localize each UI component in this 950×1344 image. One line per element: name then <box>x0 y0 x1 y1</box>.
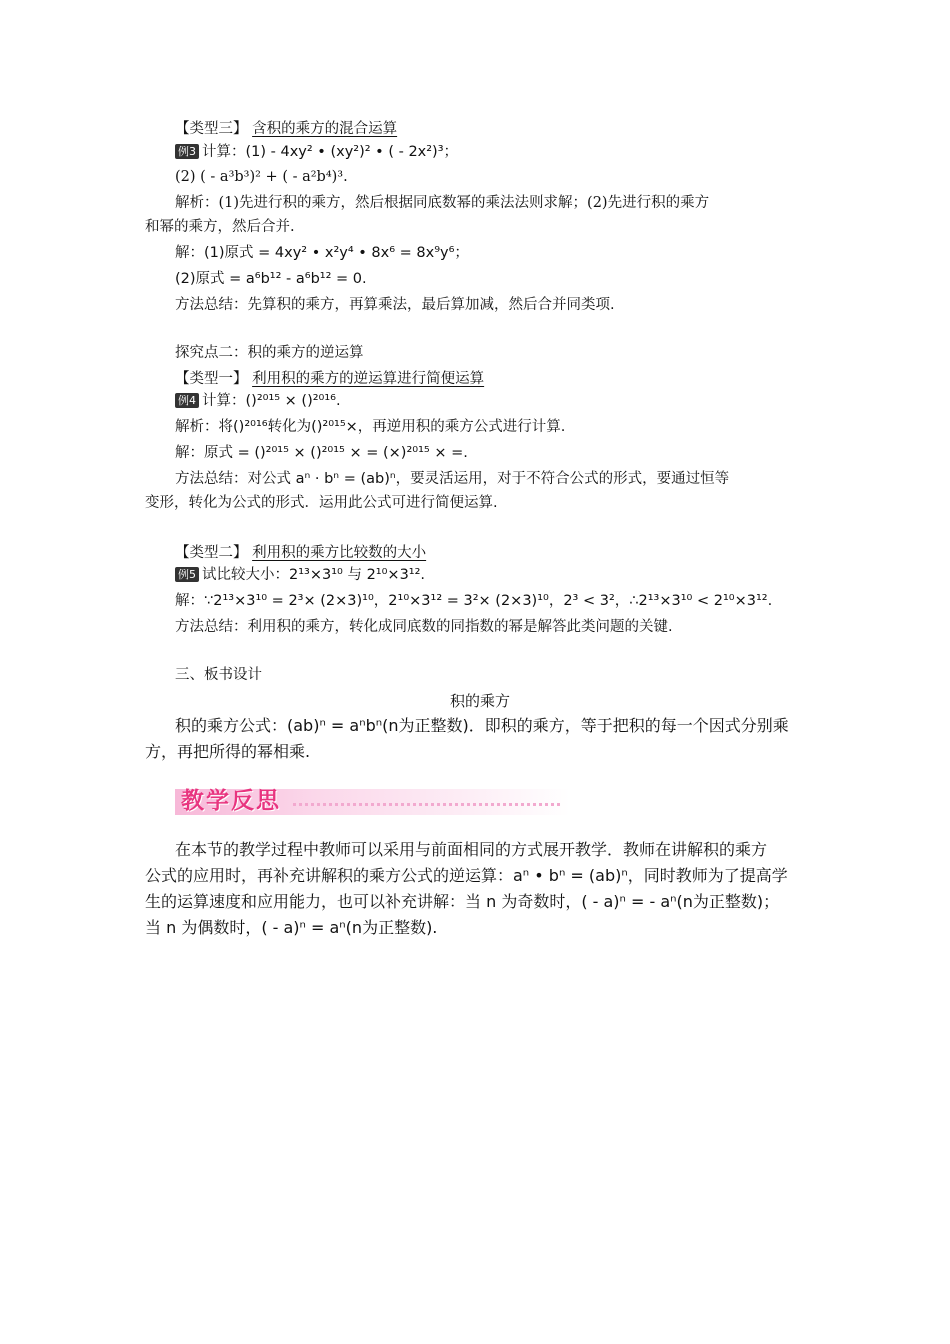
example4-text: 计算：()²⁰¹⁵ × ()²⁰¹⁶. <box>202 393 341 409</box>
type3-heading <box>175 118 845 140</box>
reflection-banner-title: 教学反思 <box>181 788 281 814</box>
type1-heading <box>175 368 845 390</box>
type3-title: 含积的乘方的混合运算 <box>252 121 398 137</box>
type2-summary: 方法总结：利用积的乘方，转化成同底数的同指数的幂是解答此类问题的关键. <box>175 619 673 635</box>
type1-solution: 解：原式 = ()²⁰¹⁵ × ()²⁰¹⁵ × = (×)²⁰¹⁵ × =. <box>175 445 468 461</box>
type3-analysis-line1: 解析：(1)先进行积的乘方，然后根据同底数幂的乘法法则求解；(2)先进行积的乘方 <box>175 195 710 211</box>
type1-analysis: 解析：将()²⁰¹⁶转化为()²⁰¹⁵×，再逆用积的乘方公式进行计算. <box>175 419 566 435</box>
example5-line <box>175 564 845 586</box>
example4-badge: 例4 <box>175 393 199 408</box>
type3-solution2: (2)原式 = a⁶b¹² - a⁶b¹² = 0. <box>175 271 367 287</box>
reflection-line2: 公式的应用时，再补充讲解积的乘方公式的逆运算：aⁿ • bⁿ = (ab)ⁿ，同时教师为了提高学 <box>145 866 788 885</box>
type3-solution1: 解：(1)原式 = 4xy² • x²y⁴ • 8x⁶ = 8x⁹y⁶； <box>175 245 469 261</box>
type2-solution: 解：∵2¹³×3¹⁰ = 2³× (2×3)¹⁰，2¹⁰×3¹² = 3²× (2×3)¹⁰，2³ < 3²，∴2¹³×3¹⁰ < 2¹⁰×3¹². <box>175 593 773 609</box>
board-text-line1: 积的乘方公式：(ab)ⁿ = aⁿbⁿ(n为正整数)．即积的乘方，等于把积的每一个因式分别乘 <box>175 716 789 735</box>
example5-badge: 例5 <box>175 567 199 582</box>
example4-line <box>175 390 845 412</box>
type1-title: 利用积的乘方的逆运算进行简便运算 <box>252 371 485 387</box>
type1-summary-line2: 变形，转化为公式的形式．运用此公式可进行简便运算. <box>145 495 498 511</box>
banner-dots <box>293 803 563 806</box>
point2-heading: 探究点二：积的乘方的逆运算 <box>175 345 364 361</box>
type3-summary: 方法总结：先算积的乘方，再算乘法，最后算加减，然后合并同类项. <box>175 297 615 313</box>
reflection-banner <box>175 783 570 821</box>
reflection-line3: 生的运算速度和应用能力，也可以补充讲解：当 n 为奇数时，( - a)ⁿ = - aⁿ(n为正整数)； <box>145 892 780 911</box>
type2-heading <box>175 542 845 564</box>
example3-text1: 计算：(1) - 4xy² • (xy²)² • ( - 2x²)³； <box>202 144 459 160</box>
reflection-line4: 当 n 为偶数时，( - a)ⁿ = aⁿ(n为正整数). <box>145 918 438 937</box>
reflection-line1: 在本节的教学过程中教师可以采用与前面相同的方式展开教学．教师在讲解积的乘方 <box>175 840 768 859</box>
board-center-title: 积的乘方 <box>449 692 510 710</box>
board-heading: 三、板书设计 <box>175 667 262 683</box>
example3-badge: 例3 <box>175 144 199 159</box>
type3-bracket: 【类型三】 <box>175 121 248 137</box>
example3-line2: (2) ( - a³b³)² + ( - a²b⁴)³. <box>175 169 348 185</box>
example5-text: 试比较大小：2¹³×3¹⁰ 与 2¹⁰×3¹². <box>202 567 426 583</box>
type2-bracket: 【类型二】 <box>175 545 248 561</box>
board-text-line2: 方，再把所得的幂相乘. <box>145 742 311 761</box>
type2-title: 利用积的乘方比较数的大小 <box>252 545 427 561</box>
type1-summary-line1: 方法总结：对公式 aⁿ · bⁿ = (ab)ⁿ，要灵活运用，对于不符合公式的形式，要通过恒等 <box>175 471 730 487</box>
example3-line1 <box>175 141 845 163</box>
type1-bracket: 【类型一】 <box>175 371 248 387</box>
type3-analysis-line2: 和幂的乘方，然后合并. <box>145 219 295 235</box>
